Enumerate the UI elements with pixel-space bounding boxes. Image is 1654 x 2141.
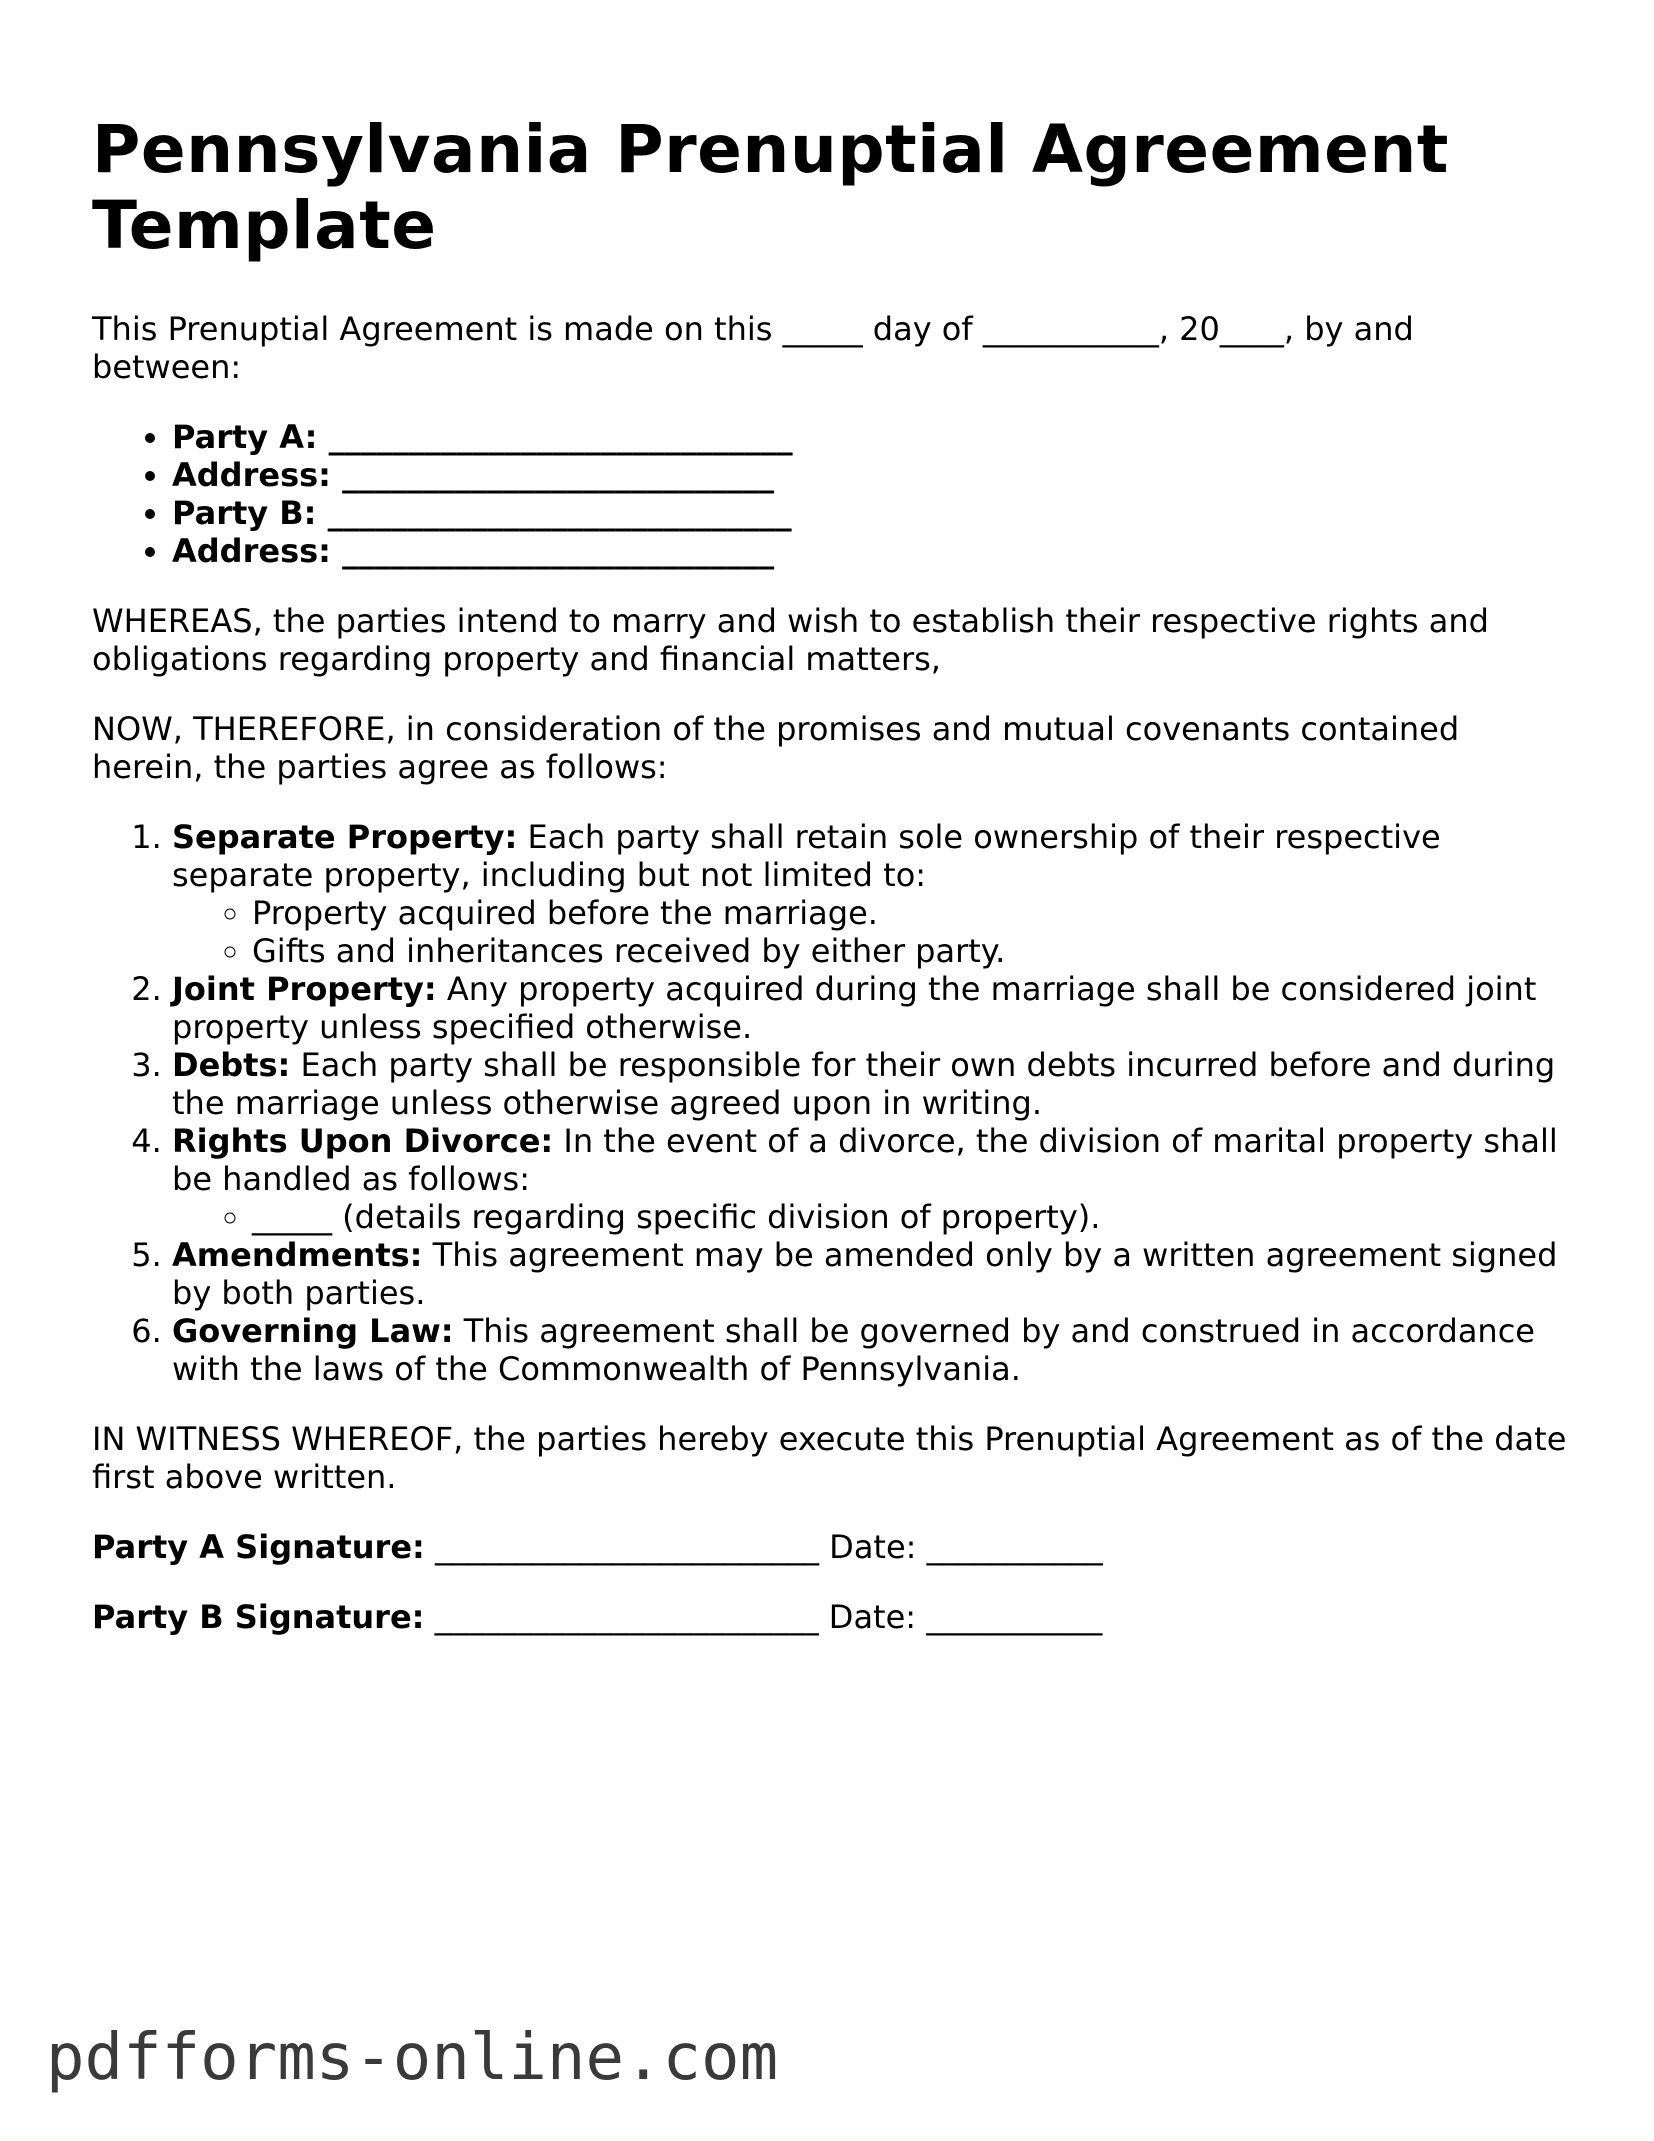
party-b-blank: _____________________________ [327,494,792,532]
term-text: This agreement shall be governed by and construed in accordance with the laws of the Commonwealth of Pennsylvania. [172,1312,1535,1388]
term-rights-upon-divorce [172,1122,1572,1236]
now-therefore-paragraph: NOW, THEREFORE, in consideration of the promises and mutual covenants contained herein, the parties agree as follows: [92,710,1460,786]
term-heading: Debts: [172,1046,291,1084]
party-a-address-label: Address: [172,456,331,494]
party-a-item [172,418,1572,456]
whereas-paragraph: WHEREAS, the parties intend to marry and wish to establish their respective rights and obligations regarding property and financial matters, [92,602,1489,678]
signature-blank: ________________________ [434,1598,819,1636]
term-heading: Rights Upon Divorce: [172,1122,554,1160]
term-subitem: ◦ Property acquired before the marriage. [252,894,1572,932]
term-heading: Amendments: [172,1236,423,1274]
witness-paragraph: IN WITNESS WHEREOF, the parties hereby execute this Prenuptial Agreement as of the date first above written. [92,1420,1567,1496]
term-amendments [172,1236,1572,1312]
document-title: Pennsylvania Prenuptial Agreement Template [92,111,1449,264]
date-label: Date: [828,1598,917,1636]
watermark: pdfforms-online.com [46,2021,779,2095]
party-a-address-blank: ___________________________ [342,456,775,494]
date-label: Date: [829,1528,917,1566]
term-text: This agreement may be amended only by a written agreement signed by both parties. [172,1236,1558,1312]
term-debts [172,1046,1572,1122]
party-a-address-item [172,456,1572,494]
term-joint-property [172,970,1572,1046]
term-subitems [172,894,1572,970]
term-subitem: ◦ _____ (details regarding specific division of property). [252,1198,1572,1236]
document-page [92,112,1572,1668]
term-subitems [172,1198,1572,1236]
party-a-signature-line [92,1528,1572,1566]
date-blank: ___________ [926,1528,1103,1566]
party-a-label: Party A: [172,418,318,456]
parties-list [92,418,1572,570]
party-b-address-blank: ___________________________ [342,532,775,570]
term-text: In the event of a divorce, the division of marital property shall be handled as follows: [172,1122,1558,1198]
party-b-address-label: Address: [172,532,331,570]
term-separate-property [172,818,1572,970]
term-heading: Separate Property: [172,818,518,856]
term-text: Each party shall be responsible for their own debts incurred before and during the marriage unless otherwise agreed upon in writing. [172,1046,1556,1122]
party-b-item [172,494,1572,532]
date-blank: ___________ [926,1598,1103,1636]
signature-blank: ________________________ [435,1528,819,1566]
party-a-blank: _____________________________ [328,418,793,456]
term-text: Any property acquired during the marriage shall be considered joint property unless specified otherwise. [172,970,1537,1046]
terms-list [92,818,1572,1388]
party-b-signature-line [92,1598,1572,1636]
intro-paragraph: This Prenuptial Agreement is made on this _____ day of ___________, 20____, by and between: [92,310,1414,386]
term-heading: Joint Property: [172,970,437,1008]
signature-label: Party A Signature: [92,1528,425,1566]
term-heading: Governing Law: [172,1312,454,1350]
party-b-address-item [172,532,1572,570]
term-subitem: ◦ Gifts and inheritances received by either party. [252,932,1572,970]
party-b-label: Party B: [172,494,317,532]
term-text: Each party shall retain sole ownership of their respective separate property, including but not limited to: [172,818,1441,894]
signature-label: Party B Signature: [92,1598,425,1636]
term-governing-law [172,1312,1572,1388]
